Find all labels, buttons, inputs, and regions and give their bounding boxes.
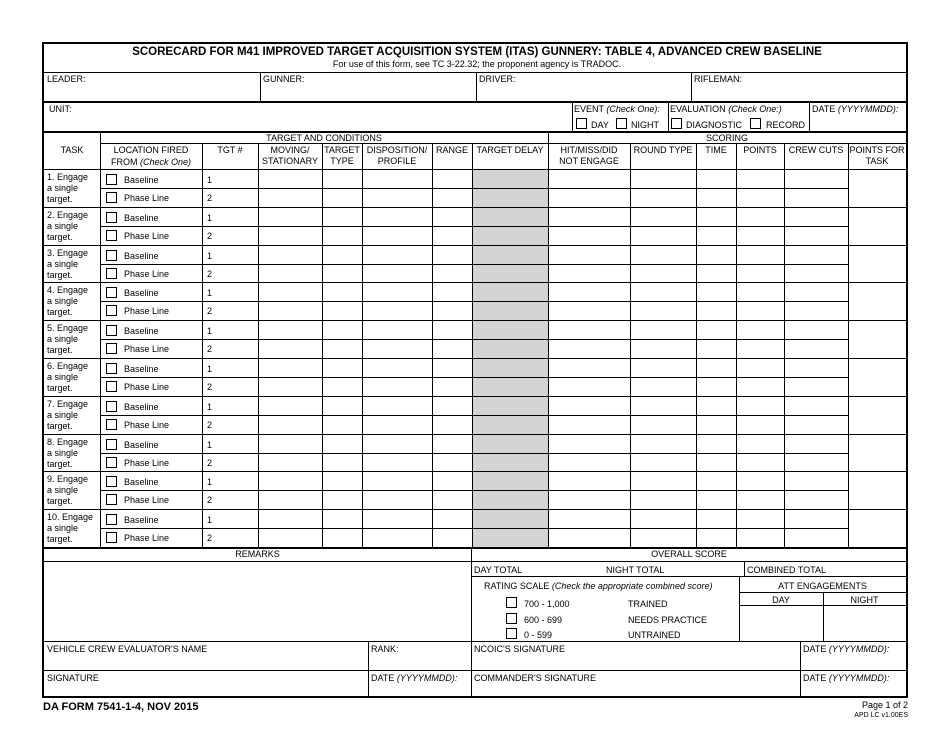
rating-scale-label: RATING SCALE (Check the appropriate combined score) xyxy=(484,581,713,591)
rule xyxy=(258,143,259,548)
tgt-number: 1 xyxy=(207,402,213,412)
baseline-label: Baseline xyxy=(124,251,159,261)
phase-line-label: Phase Line xyxy=(124,231,170,241)
rule xyxy=(260,72,261,102)
rule xyxy=(202,143,203,548)
phase-line-label: Phase Line xyxy=(124,495,170,505)
rule xyxy=(472,576,906,577)
baseline-checkbox[interactable] xyxy=(106,476,117,487)
tgt-number: 1 xyxy=(207,213,213,223)
tgt-number: 1 xyxy=(207,251,213,261)
rule xyxy=(476,72,477,102)
phase-line-label: Phase Line xyxy=(124,193,170,203)
rule xyxy=(784,143,785,548)
rifleman-label: RIFLEMAN: xyxy=(694,74,743,84)
leader-label: LEADER: xyxy=(47,74,86,84)
rule xyxy=(739,605,906,606)
task-label: 8. Engage a single target. xyxy=(47,437,89,469)
driver-label: DRIVER: xyxy=(479,74,516,84)
tgt-number: 1 xyxy=(207,440,213,450)
gunner-label: GUNNER: xyxy=(263,74,305,84)
baseline-label: Baseline xyxy=(124,288,159,298)
tgt-number: 1 xyxy=(207,175,213,185)
phase-line-checkbox[interactable] xyxy=(106,532,117,543)
rule xyxy=(44,561,471,562)
rating-label: UNTRAINED xyxy=(628,630,681,640)
rule xyxy=(100,132,101,548)
tgt-number: 2 xyxy=(207,193,213,203)
baseline-checkbox[interactable] xyxy=(106,401,117,412)
scoring-header: SCORING xyxy=(705,133,748,143)
location-fired-header: LOCATION FIRED xyxy=(113,145,189,155)
commander-date-label: DATE (YYYYMMDD): xyxy=(803,673,890,683)
remarks-label: REMARKS xyxy=(235,549,280,559)
rating-range: 700 - 1,000 xyxy=(524,599,570,609)
tgt-number: 2 xyxy=(207,533,213,543)
tgt-number: 1 xyxy=(207,477,213,487)
phase-line-label: Phase Line xyxy=(124,306,170,316)
ncoic-signature-label: NCOIC'S SIGNATURE xyxy=(474,644,566,654)
profile-header: PROFILE xyxy=(377,156,417,166)
rule xyxy=(362,143,363,548)
range-header: RANGE xyxy=(435,145,468,155)
task-label: 3. Engage a single target. xyxy=(47,248,89,280)
rating-600-checkbox[interactable] xyxy=(506,613,517,624)
rule xyxy=(736,143,737,548)
rule xyxy=(809,102,810,132)
phase-line-checkbox[interactable] xyxy=(106,268,117,279)
baseline-checkbox[interactable] xyxy=(106,363,117,374)
baseline-label: Baseline xyxy=(124,515,159,525)
rating-700-checkbox[interactable] xyxy=(506,597,517,608)
time-header: TIME xyxy=(705,145,727,155)
rule xyxy=(471,548,472,698)
baseline-label: Baseline xyxy=(124,175,159,185)
rating-label: TRAINED xyxy=(628,599,668,609)
moving-header: MOVING/ xyxy=(270,145,310,155)
evaluation-label: EVALUATION (Check One:) xyxy=(670,104,782,114)
stationary-header: STATIONARY xyxy=(261,156,318,166)
rule xyxy=(472,561,906,562)
target-type-header-2: TYPE xyxy=(330,156,354,166)
tgt-number: 2 xyxy=(207,306,213,316)
target-delay-header: TARGET DELAY xyxy=(476,145,544,155)
baseline-checkbox[interactable] xyxy=(106,174,117,185)
diagnostic-checkbox[interactable] xyxy=(671,118,682,129)
rule xyxy=(548,132,549,548)
phase-line-label: Phase Line xyxy=(124,533,170,543)
date-label: DATE (YYYYMMDD): xyxy=(812,104,899,114)
rule xyxy=(100,143,906,144)
rule xyxy=(744,561,745,576)
tgt-header: TGT # xyxy=(217,145,243,155)
phase-line-checkbox[interactable] xyxy=(106,457,117,468)
phase-line-checkbox[interactable] xyxy=(106,419,117,430)
task-label: 4. Engage a single target. xyxy=(47,285,89,317)
night-total-label: NIGHT TOTAL xyxy=(606,565,665,575)
task-label: 7. Engage a single target. xyxy=(47,399,89,431)
disposition-header: DISPOSITION/ xyxy=(366,145,428,155)
baseline-label: Baseline xyxy=(124,213,159,223)
baseline-checkbox[interactable] xyxy=(106,514,117,525)
tgt-number: 2 xyxy=(207,269,213,279)
overall-score-label: OVERALL SCORE xyxy=(651,549,727,559)
version-label: APD LC v1.00ES xyxy=(854,712,908,719)
record-checkbox[interactable] xyxy=(750,118,761,129)
att-engagements-label: ATT ENGAGEMENTS xyxy=(778,581,867,591)
rule xyxy=(44,641,906,642)
phase-line-label: Phase Line xyxy=(124,420,170,430)
phase-line-label: Phase Line xyxy=(124,458,170,468)
page-number: Page 1 of 2 xyxy=(861,700,908,710)
day-checkbox[interactable] xyxy=(576,118,587,129)
signature-label: SIGNATURE xyxy=(47,673,99,683)
rule xyxy=(472,143,473,548)
baseline-checkbox[interactable] xyxy=(106,439,117,450)
phase-line-label: Phase Line xyxy=(124,382,170,392)
rating-0-checkbox[interactable] xyxy=(506,628,517,639)
baseline-label: Baseline xyxy=(124,326,159,336)
target-type-header: TARGET xyxy=(324,145,360,155)
event-label: EVENT (Check One): xyxy=(574,104,660,114)
crew-cuts-header: CREW CUTS xyxy=(788,145,844,155)
phase-line-label: Phase Line xyxy=(124,344,170,354)
round-type-header: ROUND TYPE xyxy=(633,145,693,155)
phase-line-checkbox[interactable] xyxy=(106,381,117,392)
task-label: 1. Engage a single target. xyxy=(47,172,89,204)
tgt-number: 2 xyxy=(207,344,213,354)
diagnostic-label: DIAGNOSTIC xyxy=(686,120,743,130)
rule xyxy=(630,143,631,548)
rule xyxy=(44,101,906,103)
rule xyxy=(44,670,906,671)
rule xyxy=(44,72,906,73)
points-for-task-header-2: TASK xyxy=(865,156,889,166)
commander-signature-label: COMMANDER'S SIGNATURE xyxy=(474,673,597,683)
day-label: DAY xyxy=(591,120,609,130)
tgt-number: 1 xyxy=(207,515,213,525)
rating-label: NEEDS PRACTICE xyxy=(628,615,708,625)
phase-line-checkbox[interactable] xyxy=(106,305,117,316)
tgt-number: 1 xyxy=(207,326,213,336)
rule xyxy=(572,102,573,132)
baseline-label: Baseline xyxy=(124,440,159,450)
tgt-number: 2 xyxy=(207,382,213,392)
rating-range: 0 - 599 xyxy=(524,630,553,640)
location-fired-header-2: FROM (Check One) xyxy=(110,157,192,167)
task-label: 10. Engage a single target. xyxy=(47,512,94,544)
baseline-checkbox[interactable] xyxy=(106,325,117,336)
phase-line-label: Phase Line xyxy=(124,269,170,279)
evaluator-date-label: DATE (YYYYMMDD): xyxy=(371,673,458,683)
rule xyxy=(668,102,669,132)
task-label: 2. Engage a single target. xyxy=(47,210,89,242)
scorecard-form xyxy=(42,42,908,698)
phase-line-checkbox[interactable] xyxy=(106,230,117,241)
form-title: SCORECARD FOR M41 IMPROVED TARGET ACQUISITION SYSTEM (ITAS) GUNNERY: TABLE 4, ADVANCED CREW BASELINE xyxy=(132,46,822,58)
rule xyxy=(691,72,692,102)
hit-miss-header: HIT/MISS/DID xyxy=(560,145,618,155)
rule xyxy=(848,143,849,548)
phase-line-checkbox[interactable] xyxy=(106,494,117,505)
tgt-number: 2 xyxy=(207,458,213,468)
points-for-task-header: POINTS FOR xyxy=(849,145,905,155)
target-conditions-header: TARGET AND CONDITIONS xyxy=(266,133,382,143)
day-total-label: DAY TOTAL xyxy=(474,565,523,575)
task-label: 9. Engage a single target. xyxy=(47,474,89,506)
phase-line-checkbox[interactable] xyxy=(106,192,117,203)
rule xyxy=(432,143,433,548)
unit-label: UNIT: xyxy=(49,104,72,114)
baseline-label: Baseline xyxy=(124,364,159,374)
ncoic-date-label: DATE (YYYYMMDD): xyxy=(803,644,890,654)
record-label: RECORD xyxy=(766,120,806,130)
tgt-number: 2 xyxy=(207,420,213,430)
tgt-number: 1 xyxy=(207,288,213,298)
phase-line-checkbox[interactable] xyxy=(106,343,117,354)
task-header: TASK xyxy=(60,145,84,155)
task-label: 6. Engage a single target. xyxy=(47,361,89,393)
att-night-label: NIGHT xyxy=(850,595,879,605)
baseline-label: Baseline xyxy=(124,477,159,487)
night-label: NIGHT xyxy=(631,120,659,130)
rank-label: RANK: xyxy=(371,644,399,654)
baseline-label: Baseline xyxy=(124,402,159,412)
points-header: POINTS xyxy=(743,145,777,155)
tgt-number: 1 xyxy=(207,364,213,374)
combined-total-label: COMBINED TOTAL xyxy=(747,565,827,575)
baseline-checkbox[interactable] xyxy=(106,287,117,298)
baseline-checkbox[interactable] xyxy=(106,212,117,223)
rating-range: 600 - 699 xyxy=(524,615,563,625)
tgt-number: 2 xyxy=(207,495,213,505)
form-subtitle: For use of this form, see TC 3-22.32; the proponent agency is TRADOC. xyxy=(332,59,622,69)
evaluator-name-label: VEHICLE CREW EVALUATOR'S NAME xyxy=(47,644,208,654)
rule xyxy=(696,143,697,548)
tgt-number: 2 xyxy=(207,231,213,241)
rule xyxy=(322,143,323,548)
night-checkbox[interactable] xyxy=(616,118,627,129)
form-id: DA FORM 7541-1-4, NOV 2015 xyxy=(43,701,199,713)
baseline-checkbox[interactable] xyxy=(106,250,117,261)
not-engage-header: NOT ENGAGE xyxy=(559,156,619,166)
att-day-label: DAY xyxy=(772,595,790,605)
task-label: 5. Engage a single target. xyxy=(47,323,89,355)
